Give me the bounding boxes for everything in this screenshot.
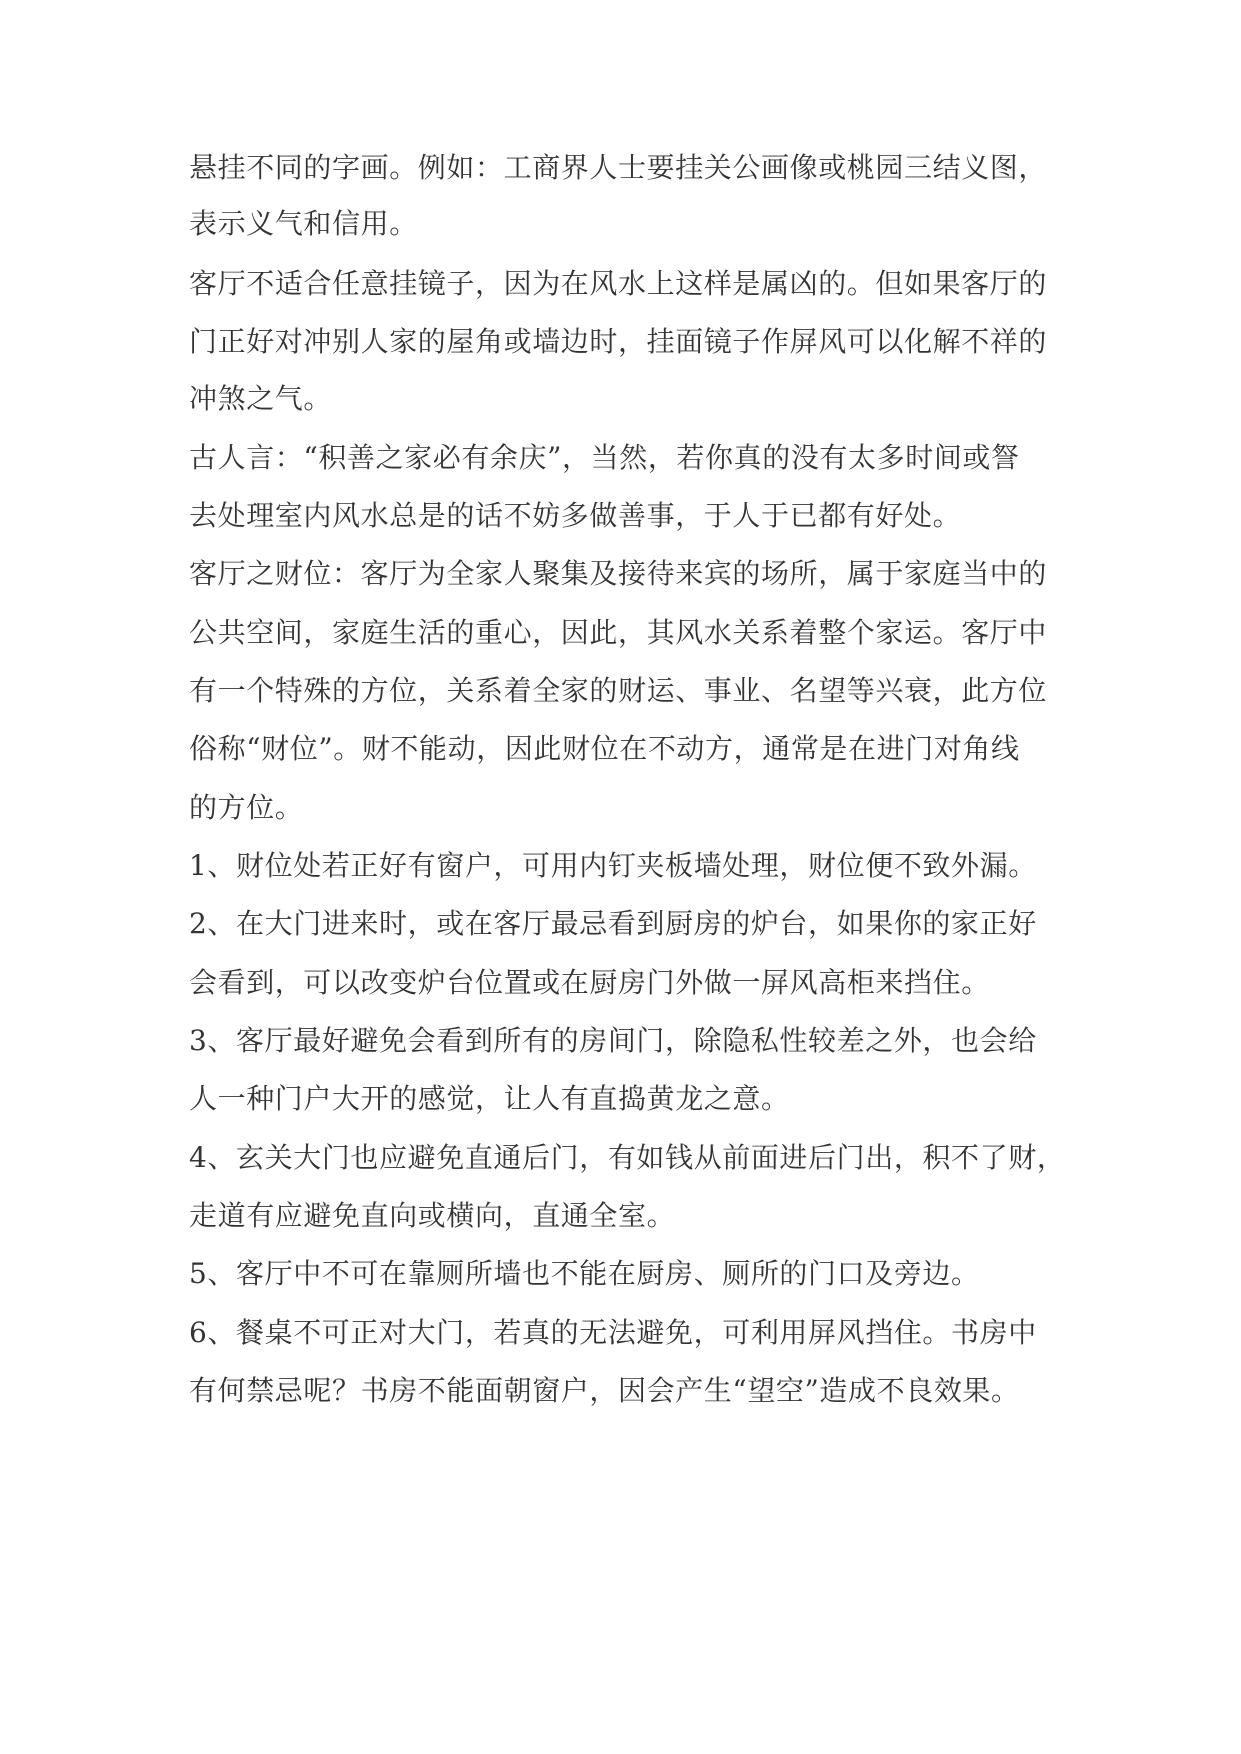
text-line: 古人言：“积善之家必有余庆”，当然，若你真的没有太多时间或詧	[189, 441, 1020, 474]
text-line: 冲煞之气。	[189, 382, 333, 415]
text-line: 去处理室内风水总是的话不妨多做善事，于人于已都有好处。	[189, 499, 962, 532]
text-line: 5、客厅中不可在靠厕所墙也不能在厨房、厕所的门口及旁边。	[189, 1257, 980, 1290]
text-line: 4、玄关大门也应避免直通后门，有如钱从前面进后门出，积不了财，	[189, 1141, 1066, 1174]
text-line: 2、在大门进来时，或在客厅最忌看到厨房的炉台，如果你的家正好	[189, 907, 1037, 940]
text-line: 会看到，可以改变炉台位置或在厨房门外做一屏风高柜来挡住。	[189, 966, 990, 999]
text-line: 客厅之财位：客厅为全家人聚集及接待来宾的场所，属于家庭当中的	[189, 557, 1048, 590]
text-line: 有一个特殊的方位，关系着全家的财运、事业、名望等兴衰，此方位	[189, 674, 1048, 707]
text-line: 俗称“财位”。财不能动，因此财位在不动方，通常是在进门对角线	[189, 732, 1020, 765]
text-line: 走道有应避免直向或横向，直通全室。	[189, 1199, 676, 1232]
text-line: 客厅不适合任意挂镜子，因为在风水上这样是属凶的。但如果客厅的	[189, 267, 1048, 300]
text-line: 表示义气和信用。	[189, 207, 418, 240]
text-line: 6、餐桌不可正对大门，若真的无法避免，可利用屏风挡住。书房中	[189, 1316, 1037, 1349]
text-line: 人一种门户大开的感觉，让人有直捣黄龙之意。	[189, 1082, 790, 1115]
text-line: 3、客厅最好避免会看到所有的房间门，除隐私性较差之外，也会给	[189, 1024, 1037, 1057]
text-line: 的方位。	[189, 791, 304, 824]
text-line: 门正好对冲别人家的屋角或墙边时，挂面镜子作屏风可以化解不祥的	[189, 325, 1048, 358]
text-line: 有何禁忌呢？书房不能面朝窗户，因会产生“望空”造成不良效果。	[189, 1374, 1020, 1407]
text-line: 公共空间，家庭生活的重心，因此，其风水关系着整个家运。客厅中	[189, 616, 1048, 649]
text-line: 1、财位处若正好有窗户，可用内钉夹板墙处理，财位便不致外漏。	[189, 849, 1037, 882]
text-line: 悬挂不同的字画。例如：工商界人士要挂关公画像或桃园三结义图，	[189, 151, 1048, 184]
